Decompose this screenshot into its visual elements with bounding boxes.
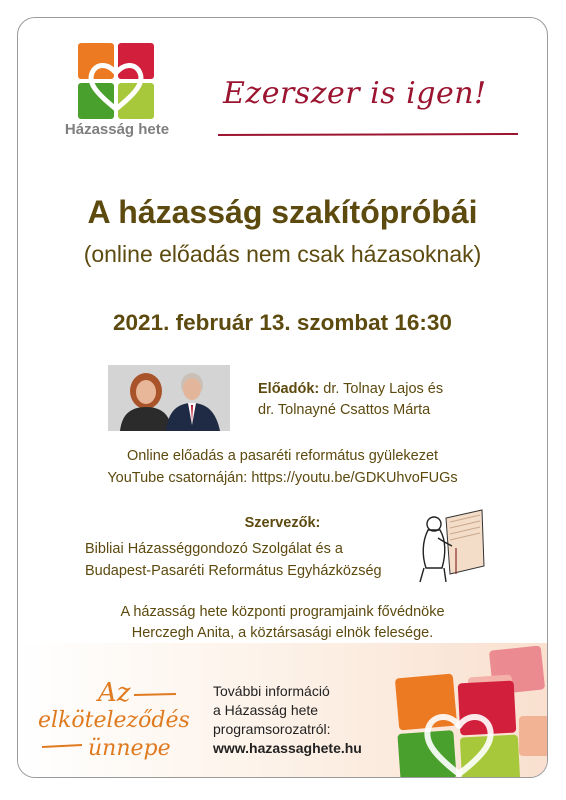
info-line-1: További információ xyxy=(213,683,330,699)
slogan: Ezerszer is igen! xyxy=(223,76,487,111)
online-line-1: Online előadás a pasaréti református gyülekezet xyxy=(126,448,439,464)
info-line-3: programsorozatról: xyxy=(213,721,331,737)
bible-reading-illustration xyxy=(416,508,490,584)
motto-word-3: ünnepe xyxy=(88,736,171,761)
hazassag-hete-logo xyxy=(78,43,154,119)
organizers-list xyxy=(85,538,382,582)
speaker-2: dr. Tolnayné Csattos Márta xyxy=(258,402,431,418)
motto-lettering xyxy=(36,675,196,765)
speakers-text xyxy=(258,379,443,421)
speaker-1: dr. Tolnay Lajos és xyxy=(319,381,444,397)
event-title: A házasság szakítópróbái xyxy=(87,194,478,230)
speakers-photo xyxy=(108,365,230,431)
info-line-2: a Házasság hete xyxy=(213,702,319,718)
patron-line-2: Herczegh Anita, a köztársasági elnök felesége. xyxy=(131,625,434,641)
poster-frame xyxy=(17,17,548,778)
organizer-2: Budapest-Pasaréti Református Egyházközség xyxy=(85,563,382,579)
event-date: 2021. február 13. szombat 16:30 xyxy=(113,310,452,335)
slogan-underline xyxy=(218,133,518,136)
event-subtitle: (online előadás nem csak házasoknak) xyxy=(83,241,482,267)
online-info xyxy=(18,445,547,489)
logo-tile-collage xyxy=(373,646,547,777)
speakers-label: Előadók: xyxy=(258,381,320,397)
motto-word-2: elköteleződés xyxy=(38,708,190,733)
logo-caption: Házasság hete xyxy=(64,121,170,138)
patron-info xyxy=(18,602,547,644)
website-link[interactable]: www.hazassaghete.hu xyxy=(213,740,362,756)
more-info xyxy=(213,682,362,758)
patron-line-1: A házasság hete központi programjaink fővédnöke xyxy=(120,604,445,620)
motto-word-1: Az xyxy=(98,678,131,708)
youtube-link[interactable]: YouTube csatornáján: https://youtu.be/GDKUhvoFUGs xyxy=(107,470,458,486)
organizers-label: Szervezők: xyxy=(244,515,321,531)
organizer-1: Bibliai Házasséggondozó Szolgálat és a xyxy=(85,541,343,557)
